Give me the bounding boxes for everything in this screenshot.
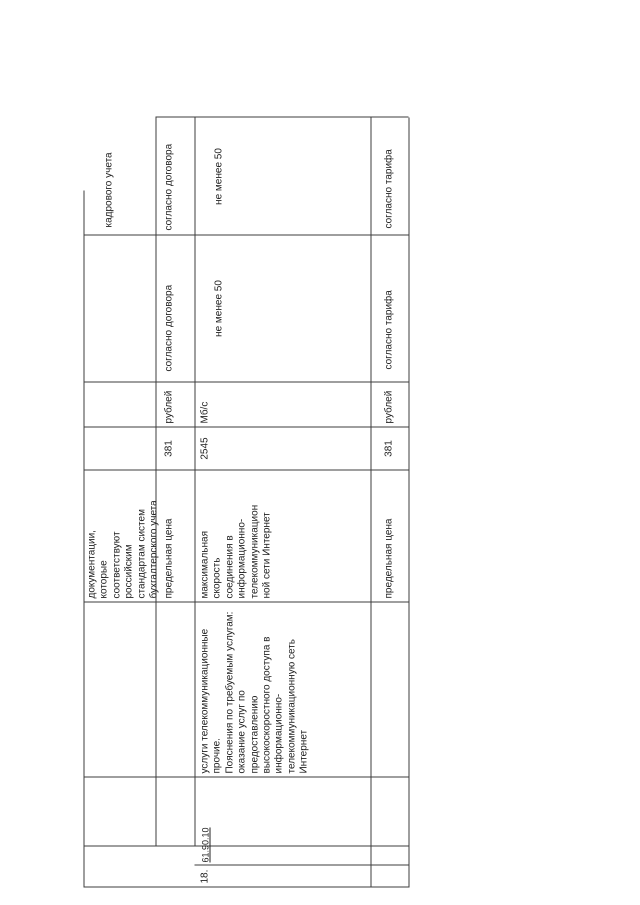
- grid-line: [156, 117, 409, 118]
- value-1: не менее 50: [213, 280, 225, 337]
- grid-line: [84, 602, 409, 603]
- prev-price-label: предельная цена: [163, 518, 175, 599]
- price-label: предельная цена: [383, 518, 395, 599]
- unit-name: Мб/с: [199, 401, 211, 424]
- row-number: 18.: [199, 869, 211, 884]
- grid-line: [195, 118, 196, 847]
- prev-price-value-1: согласно договора: [163, 284, 175, 372]
- grid-line: [195, 865, 409, 866]
- prev-price-value-2: согласно договора: [163, 143, 175, 231]
- price-value-2: согласно тарифа: [383, 149, 395, 229]
- prev-row-characteristic: документации, которые соответствуют российским стандартам систем бухгалтерского учета: [86, 500, 160, 599]
- grid-line: [84, 235, 409, 236]
- grid-line: [84, 846, 409, 847]
- grid-line: [409, 118, 410, 888]
- prev-price-code: 381: [163, 440, 175, 457]
- grid-line: [84, 382, 409, 383]
- price-code: 381: [383, 440, 395, 457]
- prev-price-unit: рублей: [163, 390, 175, 424]
- grid-line: [84, 427, 409, 428]
- price-value-1: согласно тарифа: [383, 290, 395, 370]
- grid-line: [84, 470, 409, 471]
- grid-line: [84, 777, 409, 778]
- grid-line: [84, 887, 409, 888]
- okpd-code: 61.90.10: [200, 827, 211, 863]
- grid-line: [156, 118, 157, 847]
- service-characteristic: максимальная скорость соединения в информационно- телекоммуникацион ной сети Интернет: [199, 504, 273, 599]
- grid-line: [371, 118, 372, 888]
- grid-line: [84, 191, 85, 888]
- service-name: услуги телекоммуникационные прочие. Пояснения по требуемым услугам: оказание услуг по предоставлению высокоскоростного доступа в информационно- телекоммуникационную сеть Интернет: [199, 611, 310, 774]
- value-2: не менее 50: [213, 148, 225, 205]
- price-unit: рублей: [383, 390, 395, 424]
- requirements-table: [84, 118, 409, 888]
- table-container: [84, 118, 409, 888]
- unit-code: 2545: [199, 437, 211, 460]
- prev-row-value-2: кадрового учета: [103, 152, 115, 228]
